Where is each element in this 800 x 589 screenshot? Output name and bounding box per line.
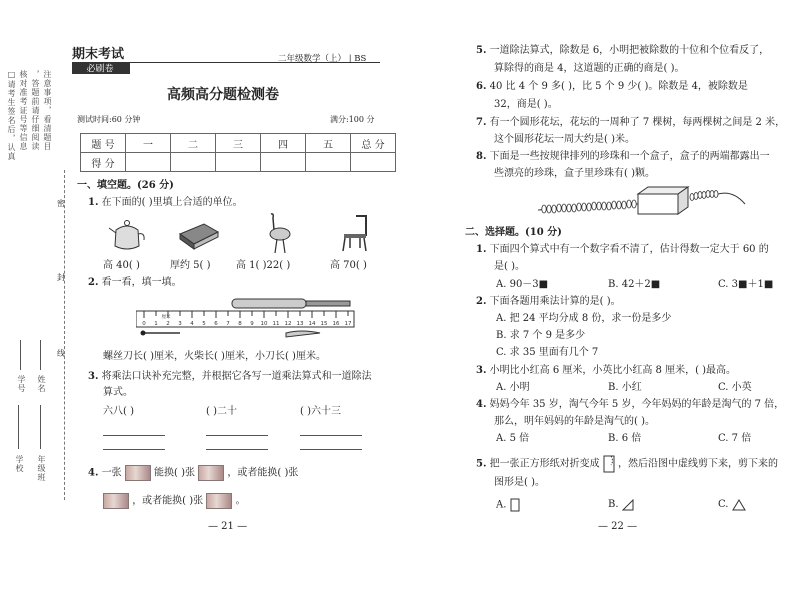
q1-answer-dictionary[interactable]: 厚约 5( )	[170, 260, 211, 271]
dictionary-icon	[178, 222, 220, 254]
score-header: 三	[216, 134, 261, 153]
svg-text:6: 6	[214, 321, 218, 327]
side-notes-2	[18, 70, 28, 220]
page-number-right: — 22 —	[598, 521, 638, 532]
score-header: 一	[126, 134, 171, 153]
choice-2-option-b[interactable]: B. 求 7 个 9 是多少	[496, 330, 586, 341]
q3-item-2[interactable]: ( )二十	[206, 406, 237, 417]
q3-line[interactable]	[206, 449, 268, 450]
score-cell[interactable]	[261, 153, 306, 172]
score-cell[interactable]	[216, 153, 261, 172]
class-field[interactable]	[40, 405, 41, 449]
side-notes-3	[30, 70, 40, 220]
seal-mi: 密	[57, 199, 65, 208]
svg-text:17: 17	[344, 321, 352, 327]
question-6-cont[interactable]: 32，商是( )。	[494, 99, 558, 110]
banknote-icon	[198, 465, 224, 481]
header-edition: BS	[354, 54, 367, 64]
section1-heading: 一、填空题。(26 分)	[77, 180, 174, 191]
score-label: 满分:100 分	[330, 115, 375, 124]
question-8-cont[interactable]: 些漂亮的珍珠，盒子里珍珠有( )颗。	[494, 168, 655, 179]
side-note-1: □请考生签名后，认真	[7, 70, 16, 161]
score-header: 五	[306, 134, 351, 153]
choice-2: 2. 下面各题用乘法计算的是( )。	[476, 296, 621, 307]
seal-feng: 封	[57, 273, 65, 282]
label-class: 年级班	[37, 455, 46, 482]
svg-text:9: 9	[250, 321, 254, 327]
choice-4: 4. 妈妈今年 35 岁，淘气今年 5 岁，今年妈妈的年龄是淘气的 7 倍，	[476, 399, 785, 410]
exam-logo	[70, 44, 132, 76]
choice-1: 1. 下面四个算式中有一个数字看不清了，估计得数一定大于 60 的	[476, 244, 769, 255]
svg-text:期末考试: 期末考试	[72, 47, 125, 62]
side-note-2: 核对准考证号等信息	[19, 70, 28, 151]
q3-line[interactable]	[103, 435, 165, 436]
label-school: 学校	[15, 455, 24, 473]
ruler-figure	[136, 297, 358, 347]
svg-text:15: 15	[320, 321, 328, 327]
choice-3: 3. 小明比小红高 6 厘米，小英比小红高 8 厘米，( )最高。	[476, 365, 737, 376]
choice-5-cont[interactable]: 图形是( )。	[494, 477, 545, 488]
question-6: 6. 40 比 4 个 9 多( )，比 5 个 9 少( )。除数是 4，被除数是	[476, 81, 748, 92]
time-label: 测试时间:60 分钟	[77, 115, 141, 124]
question-4-line2: ，或者能换( )张 。	[103, 493, 246, 509]
q1-answer-chair[interactable]: 高 70( )	[330, 260, 367, 271]
choice-1-option-c[interactable]: C. 3■＋1■	[718, 279, 774, 290]
question-3: 3. 将乘法口诀补充完整，并根据它各写一道乘法算式和一道除法	[88, 371, 372, 382]
choice-5-option-b[interactable]: B.	[608, 498, 634, 512]
teapot-icon	[108, 218, 146, 256]
label-id: 学号	[17, 375, 26, 393]
question-8: 8. 下面是一些按规律排列的珍珠和一个盒子，盒子的两端都露出一	[476, 151, 770, 162]
svg-text:7: 7	[226, 321, 230, 327]
score-cell[interactable]	[171, 153, 216, 172]
q1-answer-teapot[interactable]: 高 40( )	[103, 260, 140, 271]
side-notes-4	[42, 70, 52, 220]
question-1: 1. 在下面的( )里填上合适的单位。	[88, 197, 243, 208]
score-table	[80, 133, 396, 172]
label-name: 姓名	[37, 375, 46, 393]
page-number-left: — 21 —	[208, 521, 248, 532]
side-note-3: ，答题前请仔细阅读	[31, 70, 40, 151]
choice-3-option-a[interactable]: A. 小明	[496, 382, 530, 393]
q3-line[interactable]	[300, 435, 362, 436]
question-5-cont[interactable]: 算除得的商是 4，这道题的正确的商是( )。	[494, 63, 685, 74]
svg-text:4: 4	[190, 321, 194, 327]
choice-3-option-c[interactable]: C. 小英	[718, 382, 752, 393]
name-field[interactable]	[40, 340, 41, 370]
right-triangle-icon	[622, 499, 634, 511]
score-cell[interactable]	[306, 153, 351, 172]
choice-2-option-c[interactable]: C. 求 35 里面有几个 7	[496, 347, 599, 358]
choice-1-option-b[interactable]: B. 42＋2■	[608, 279, 661, 290]
question-5: 5. 一道除法算式，除数是 6，小明把被除数的十位和个位看反了，	[476, 45, 770, 56]
score-header: 二	[171, 134, 216, 153]
q3-item-3[interactable]: ( )六十三	[300, 406, 341, 417]
folded-paper-icon	[603, 455, 615, 473]
seal-xian: 线	[57, 349, 65, 358]
choice-5-option-c[interactable]: C.	[718, 498, 746, 512]
score-header: 题 号	[81, 134, 126, 153]
svg-text:13: 13	[296, 321, 304, 327]
ostrich-icon	[262, 212, 294, 258]
side-note-4: 注意事项，看清题目	[43, 70, 52, 151]
svg-text:8: 8	[238, 321, 242, 327]
score-header: 四	[261, 134, 306, 153]
score-header: 总 分	[351, 134, 396, 153]
question-4: 4. 一张 能换( )张 ，或者能换( )张	[88, 465, 298, 481]
question-2: 2. 看一看，填一填。	[88, 277, 182, 288]
svg-text:2: 2	[166, 321, 170, 327]
choice-4-option-b[interactable]: B. 6 倍	[608, 433, 642, 444]
svg-text:11: 11	[272, 321, 280, 327]
q3-line[interactable]	[103, 449, 165, 450]
q3-line[interactable]	[300, 449, 362, 450]
q3-item-1[interactable]: 六八( )	[103, 406, 134, 417]
score-row-label: 得 分	[81, 153, 126, 172]
score-cell[interactable]	[126, 153, 171, 172]
svg-text:必刷卷: 必刷卷	[86, 64, 114, 75]
banknote-icon	[125, 465, 151, 481]
choice-2-option-a[interactable]: A. 把 24 平均分成 8 份，求一份是多少	[496, 313, 672, 324]
svg-text:3: 3	[178, 321, 182, 327]
choice-4-cont[interactable]: 那么，明年妈妈的年龄是淘气的( )。	[494, 416, 655, 427]
svg-text:16: 16	[332, 321, 340, 327]
choice-1-option-a[interactable]: A. 90－3■	[496, 279, 549, 290]
pearls-box-figure	[538, 184, 748, 222]
svg-text:10: 10	[260, 321, 268, 327]
triangle-shape-icon	[732, 499, 746, 511]
svg-text:厘米: 厘米	[161, 315, 171, 320]
id-field[interactable]	[20, 340, 21, 370]
side-notes	[6, 70, 16, 220]
choice-3-option-b[interactable]: B. 小红	[608, 382, 642, 393]
choice-4-option-c[interactable]: C. 7 倍	[718, 433, 752, 444]
page-title: 高频高分题检测卷	[167, 87, 279, 103]
question-7: 7. 有一个圆形花坛，花坛的一周种了 7 棵树，每两棵树之间是 2 米，	[476, 117, 786, 128]
choice-4-option-a[interactable]: A. 5 倍	[496, 433, 530, 444]
svg-text:12: 12	[284, 321, 292, 327]
question-3-cont: 算式。	[103, 387, 133, 398]
seal-dashed-line	[64, 170, 65, 500]
score-cell[interactable]	[351, 153, 396, 172]
choice-5: 5. 把一张正方形纸对折变成 ，然后沿图中虚线剪下来，剪下来的	[476, 455, 778, 473]
chair-icon	[340, 214, 370, 256]
svg-text:1: 1	[154, 321, 158, 327]
header-subject: 二年级数学（上） | BS	[278, 54, 367, 64]
choice-5-option-a[interactable]: A.	[496, 498, 520, 513]
banknote-icon	[206, 493, 232, 509]
rectangle-shape-icon	[510, 498, 520, 512]
banknote-icon	[103, 493, 129, 509]
svg-text:0: 0	[142, 321, 146, 327]
q2-answer[interactable]: 螺丝刀长( )厘米，火柴长( )厘米，小刀长( )厘米。	[103, 351, 326, 362]
question-7-cont[interactable]: 这个圆形花坛一周大约是( )米。	[494, 134, 635, 145]
q1-answer-ostrich[interactable]: 高 1( )22( )	[236, 260, 291, 271]
q3-line[interactable]	[206, 435, 268, 436]
choice-1-cont[interactable]: 是( )。	[494, 261, 525, 272]
svg-text:5: 5	[202, 321, 206, 327]
school-field[interactable]	[18, 405, 19, 449]
svg-text:14: 14	[308, 321, 316, 327]
section2-heading: 二、选择题。(10 分)	[465, 227, 562, 238]
